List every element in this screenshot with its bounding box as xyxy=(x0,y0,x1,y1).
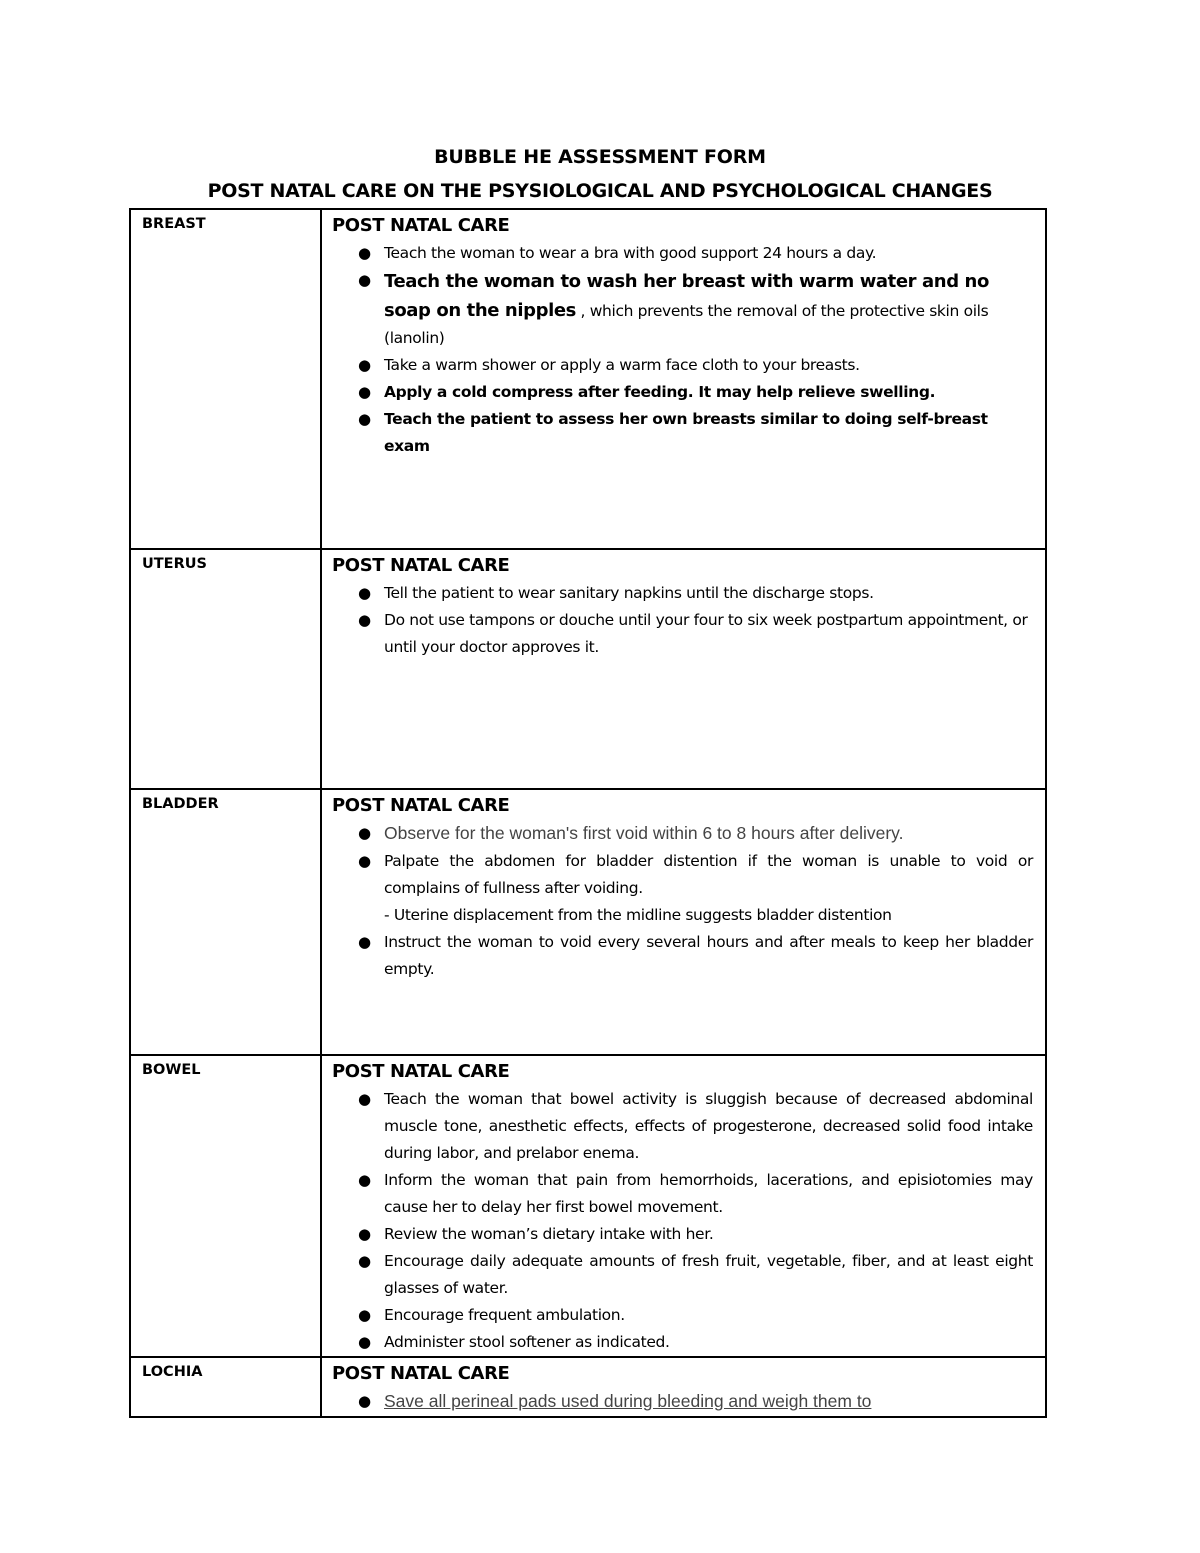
list-item: ● Encourage frequent ambulation. xyxy=(332,1302,1033,1329)
row-content-uterus xyxy=(321,549,1046,789)
bullet-icon: ● xyxy=(358,1306,371,1324)
section-heading: POST NATAL CARE xyxy=(332,215,510,236)
bullet-icon: ● xyxy=(358,1171,371,1189)
bullet-icon: ● xyxy=(358,852,371,870)
care-list xyxy=(332,820,1033,902)
row-content-bladder xyxy=(321,789,1046,1055)
row-label-breast: BREAST xyxy=(130,209,321,549)
form-title: BUBBLE HE ASSESSMENT FORM xyxy=(434,146,766,168)
list-item: ● Instruct the woman to void every several hours and after meals to keep her bladder empty. xyxy=(332,929,1033,983)
section-heading: POST NATAL CARE xyxy=(332,1061,510,1082)
row-label-lochia: LOCHIA xyxy=(130,1357,321,1417)
row-content-breast xyxy=(321,209,1046,549)
list-item: ● Review the woman’s dietary intake with her. xyxy=(332,1221,1033,1248)
list-item: ● Tell the patient to wear sanitary napkins until the discharge stops. xyxy=(332,580,1033,607)
bullet-icon: ● xyxy=(358,1252,371,1270)
bullet-icon: ● xyxy=(358,410,371,428)
sub-note: - Uterine displacement from the midline suggests bladder distention xyxy=(384,906,892,924)
row-content-lochia xyxy=(321,1357,1046,1417)
bullet-icon: ● xyxy=(358,1090,371,1108)
bullet-icon: ● xyxy=(358,383,371,401)
list-item: ● Encourage daily adequate amounts of fresh fruit, vegetable, fiber, and at least eight glasses of water. xyxy=(332,1248,1033,1302)
care-list xyxy=(332,929,1033,983)
bullet-icon: ● xyxy=(358,933,371,951)
care-list xyxy=(332,1388,1033,1416)
list-item: ● Apply a cold compress after feeding. It may help relieve swelling. xyxy=(332,379,1033,406)
list-item: ● Teach the woman to wear a bra with good support 24 hours a day. xyxy=(332,240,1033,267)
list-item: ● Teach the woman to wash her breast with warm water and no soap on the nipples , which prevents the removal of the protective skin oils (lanolin) xyxy=(332,267,1033,352)
row-content-bowel xyxy=(321,1055,1046,1357)
bullet-icon: ● xyxy=(358,1392,371,1410)
care-list xyxy=(332,1086,1033,1356)
bullet-icon: ● xyxy=(358,1225,371,1243)
list-item: ● Teach the patient to assess her own breasts similar to doing self-breast exam xyxy=(332,406,1033,460)
table-row-bladder xyxy=(130,789,1046,1055)
section-heading: POST NATAL CARE xyxy=(332,1363,510,1384)
bullet-icon: ● xyxy=(358,356,371,374)
list-item: ● Observe for the woman's first void within 6 to 8 hours after delivery. xyxy=(332,820,1033,848)
table-row-breast xyxy=(130,209,1046,549)
care-list xyxy=(332,580,1033,661)
bullet-icon: ● xyxy=(358,244,371,262)
list-item: ● Administer stool softener as indicated. xyxy=(332,1329,1033,1356)
assessment-table xyxy=(129,208,1047,1418)
row-label-bowel: BOWEL xyxy=(130,1055,321,1357)
bullet-icon: ● xyxy=(358,824,371,842)
list-item: ● Save all perineal pads used during bleeding and weigh them to xyxy=(332,1388,1033,1416)
list-item: ● Palpate the abdomen for bladder distention if the woman is unable to void or complains of fullness after voiding. xyxy=(332,848,1033,902)
list-item: ● Take a warm shower or apply a warm face cloth to your breasts. xyxy=(332,352,1033,379)
bullet-icon: ● xyxy=(358,611,371,629)
table-row-lochia xyxy=(130,1357,1046,1417)
row-label-bladder: BLADDER xyxy=(130,789,321,1055)
form-subtitle: POST NATAL CARE ON THE PSYSIOLOGICAL AND PSYCHOLOGICAL CHANGES xyxy=(207,180,993,202)
bullet-icon: ● xyxy=(358,584,371,602)
care-list xyxy=(332,240,1033,460)
list-item: ● Do not use tampons or douche until your four to six week postpartum appointment, or until your doctor approves it. xyxy=(332,607,1033,661)
section-heading: POST NATAL CARE xyxy=(332,795,510,816)
bullet-icon: ● xyxy=(358,271,371,289)
table-row-bowel xyxy=(130,1055,1046,1357)
list-item: ● Inform the woman that pain from hemorrhoids, lacerations, and episiotomies may cause her to delay her first bowel movement. xyxy=(332,1167,1033,1221)
list-item: ● Teach the woman that bowel activity is sluggish because of decreased abdominal muscle tone, anesthetic effects, effects of progesterone, decreased solid food intake during labor, and prelabor enema. xyxy=(332,1086,1033,1167)
section-heading: POST NATAL CARE xyxy=(332,555,510,576)
bullet-icon: ● xyxy=(358,1333,371,1351)
row-label-uterus: UTERUS xyxy=(130,549,321,789)
table-row-uterus xyxy=(130,549,1046,789)
